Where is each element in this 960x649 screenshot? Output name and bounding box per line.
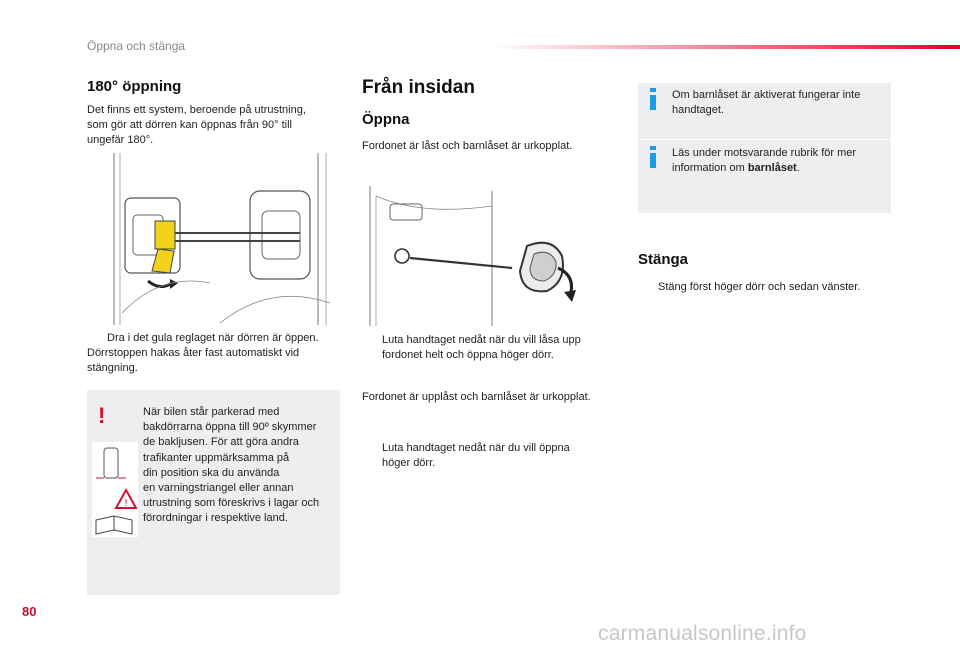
warning-exclamation-icon: !: [98, 403, 106, 428]
instruction-door-stop: Dra i det gula reglaget när dörren är öppen. Dörrstoppen hakas åter fast automatiskt vid stängning.: [87, 332, 319, 374]
info-text-childlock: Om barnlåset är aktiverat fungerar inte handtaget.: [672, 89, 861, 117]
header-accent-bar: [490, 45, 960, 49]
childlock-term: barnlåset: [747, 162, 797, 175]
bullet-icon: [87, 331, 107, 346]
info-icon: [648, 88, 658, 110]
subheading-open: Öppna: [362, 111, 410, 128]
bullet-icon: [362, 333, 382, 348]
info-text-reference: Läs under motsvarande rubrik för mer information om barnlåset.: [672, 147, 857, 175]
section-heading-180: 180° öppning: [87, 78, 182, 95]
section-heading-inside: Från insidan: [362, 77, 475, 98]
watermark-text: carmanualsonline.info: [598, 622, 807, 645]
subheading-close: Stänga: [638, 251, 689, 268]
bullet-icon: [362, 441, 382, 456]
warning-text: När bilen står parkerad med bakdörrarna öppna till 90º skymmer de bakljusen. För att göra andra trafikanter uppmärksamma på din position ska du använda en varningstriangel eller annan utrustning som föreskrivs i lagar och förordningar i respektive land.: [143, 406, 320, 525]
page-number: 80: [22, 604, 37, 619]
instruction-open-unlock: Luta handtaget nedåt när du vill låsa upp fordonet helt och öppna höger dörr.: [362, 333, 632, 363]
info-icon: [648, 146, 658, 168]
intro-paragraph: Det finns ett system, beroende på utrustning, som gör att dörren kan öppnas från 90° till ungefär 180°.: [87, 104, 306, 146]
parking-warning-illustration: [92, 442, 138, 537]
state-unlocked-text: Fordonet är upplåst och barnlåset är urkopplat.: [362, 391, 591, 403]
svg-text:!: !: [124, 498, 128, 509]
state-locked-text: Fordonet är låst och barnlåset är urkopplat.: [362, 140, 573, 152]
door-stop-illustration: [100, 153, 335, 325]
instruction-close: Stäng först höger dörr och sedan vänster.: [638, 280, 898, 295]
inside-handle-illustration: [362, 186, 592, 326]
running-header: Öppna och stänga: [87, 39, 186, 53]
bullet-icon: [638, 280, 658, 295]
instruction-open-right-door: Luta handtaget nedåt när du vill öppna höger dörr.: [362, 441, 632, 471]
